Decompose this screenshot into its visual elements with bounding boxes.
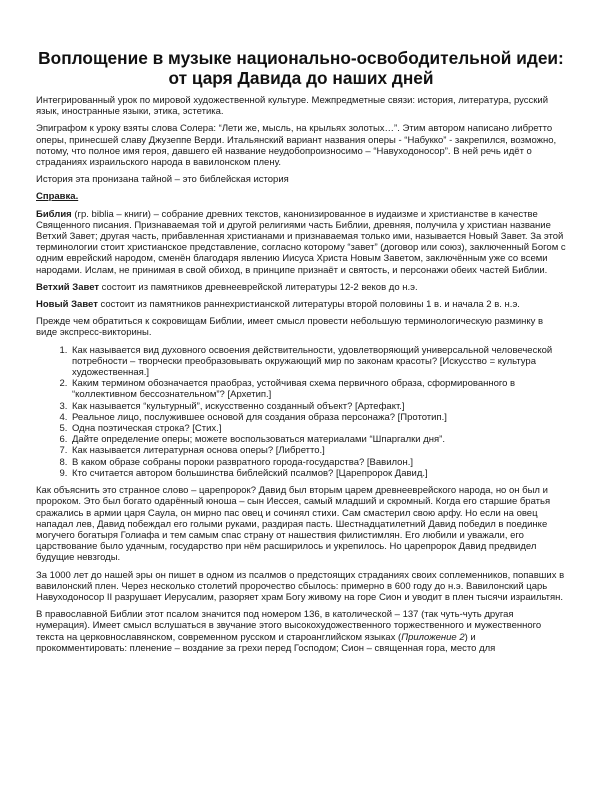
orthodox-text-b: ) и прокомментировать: пленение – воздание за грехи перед Господом; Сион – священная гора, место для: [36, 631, 496, 654]
quiz-list: [36, 345, 566, 479]
old-testament-definition: [36, 282, 566, 293]
quiz-item: 1. Как называется вид духовного освоения действительности, удовлетворяющий универсальной человеческой потребности – творчески преобразовывать окружающий мир по законам красоты? [Искусство = культура художественная.]: [70, 345, 566, 379]
new-testament-text: состоит из памятников раннехристианской литературы второй половины 1 в. и начала 2 в. н.э.: [97, 299, 520, 311]
mystery-paragraph: История эта пронизана тайной – это библейская история: [36, 174, 289, 186]
quiz-item: 5. Одна поэтическая строка? [Стих.]: [70, 423, 566, 434]
quiz-item: 9. Кто считается автором большинства библейский псалмов? [Царепророк Давид.]: [70, 468, 566, 479]
quiz-intro: Прежде чем обратиться к сокровищам Библии, имеет смысл провести небольшую терминологическую разминку в виде экспресс-викторины.: [36, 316, 544, 339]
psalm-paragraph: За 1000 лет до нашей эры он пишет в одном из псалмов о предстоящих страданиях своих соплеменников, попавших в вавилонский плен. Через несколько столетий пророчество сбылось: примерно в 600 году до н.э. Вавилонский царь Навуходоносор II разрушает Иерусалим, разоряет храм Богу живому на горе Сион и уводит в плен тысячи израильтян.: [36, 569, 565, 603]
old-testament-text: состоит из памятников древнееврейской литературы 12-2 веков до н.э.: [99, 281, 418, 293]
orthodox-text-a: В православной Библии этот псалом значится под номером 136, в католической – 137 (так чуть-чуть другая нумерация). Имеет смысл вслушаться в звучание этого высокохудожественного торжественного и мужественного текста на церковнославянском, современном русском и староанглийском языках (: [36, 609, 542, 643]
orthodox-paragraph: [36, 609, 566, 654]
appendix-reference: Приложение 2: [401, 631, 465, 643]
document-page: [36, 48, 566, 660]
quiz-item: 3. Как называется “культурный”, искусственно созданный объект? [Артефакт.]: [70, 401, 566, 412]
old-testament-term: Ветхий Завет: [36, 281, 100, 293]
quiz-item: 8. В каком образе собраны пороки развратного города-государства? [Вавилон.]: [70, 457, 566, 468]
david-paragraph: Как объяснить это странное слово – царепророк? Давид был вторым царем древнееврейского народа, но он был и пророком. Это был богато одарённый юноша – сын Иессея, самый младший и скромный. Когда его старшие братья сражались в армии царя Саула, он мирно пас овец и сочинял стихи. Сам смастерил свою арфу. Но если на овец нападал лев, Давид побеждал его голыми руками, раздирая пасть. Шестнадцатилетний Давид победил в поединке могучего богатыря Голиафа и тем самым спас страну от нашествия филистимлян. Его любили и уважали, его царствование было удачным, государство при нём расширилось и укрепилось. Но царепророк Давид предвидел будущие невзгоды.: [36, 485, 551, 564]
reference-heading: Справка.: [36, 191, 79, 203]
quiz-item: 4. Реальное лицо, послужившее основой для создания образа персонажа? [Прототип.]: [70, 412, 566, 423]
quiz-item: 2. Каким термином обозначается праобраз, устойчивая схема первичного образа, сформированного в “коллективном бессознательном”? [Архетип.]: [70, 378, 566, 400]
intro-paragraph: Интегрированный урок по мировой художественной культуре. Межпредметные связи: история, литература, русский язык, иностранные языки, этика, эстетика.: [36, 95, 549, 118]
document-title: Воплощение в музыке национально-освободительной идеи: от царя Давида до наших дней: [38, 48, 564, 88]
quiz-item: 7. Как называется литературная основа оперы? [Либретто.]: [70, 445, 566, 456]
epigraph-paragraph: Эпиграфом к уроку взяты слова Солера: “Лети же, мысль, на крыльях золотых…”. Этим автором написано либретто оперы, принесшей славу Джузеппе Верди. Итальянский вариант названия оперы - “Набукко” - закрепился, возможно, потому, что полное имя героя, давшего ей название неудобопроизносимо – “Навуходоносор”. В ней речь идёт о страданиях израильского народа в вавилонском плену.: [36, 123, 557, 169]
bible-definition: [36, 209, 566, 276]
new-testament-term: Новый Завет: [36, 299, 98, 311]
bible-text: (гр. biblia – книги) – собрание древних текстов, канонизированное в иудаизме и христианстве в качестве Священного писания. Признаваемая той и другой религиями часть Библии, древняя, получила у христиан название Ветхий Завет; другая часть, прибавленная христианами и признаваемая только ими, называется Новый Завет. За этой терминологии стоит христианское представление, согласно которому “завет” (договор или союз), заключенный Богом с одним еврейский народом, сменён благодаря явлению Иисуса Христа Новым Заветом, заключённым уже со всеми народами. Ислам, не принимая в свой обиход, в принципе признаёт и святость, и персонажи обеих частей Библии.: [36, 208, 566, 276]
new-testament-definition: [36, 299, 566, 310]
quiz-item: 6. Дайте определение оперы; можете воспользоваться материалами “Шпаргалки дня”.: [70, 434, 566, 445]
bible-term: Библия: [36, 208, 72, 220]
